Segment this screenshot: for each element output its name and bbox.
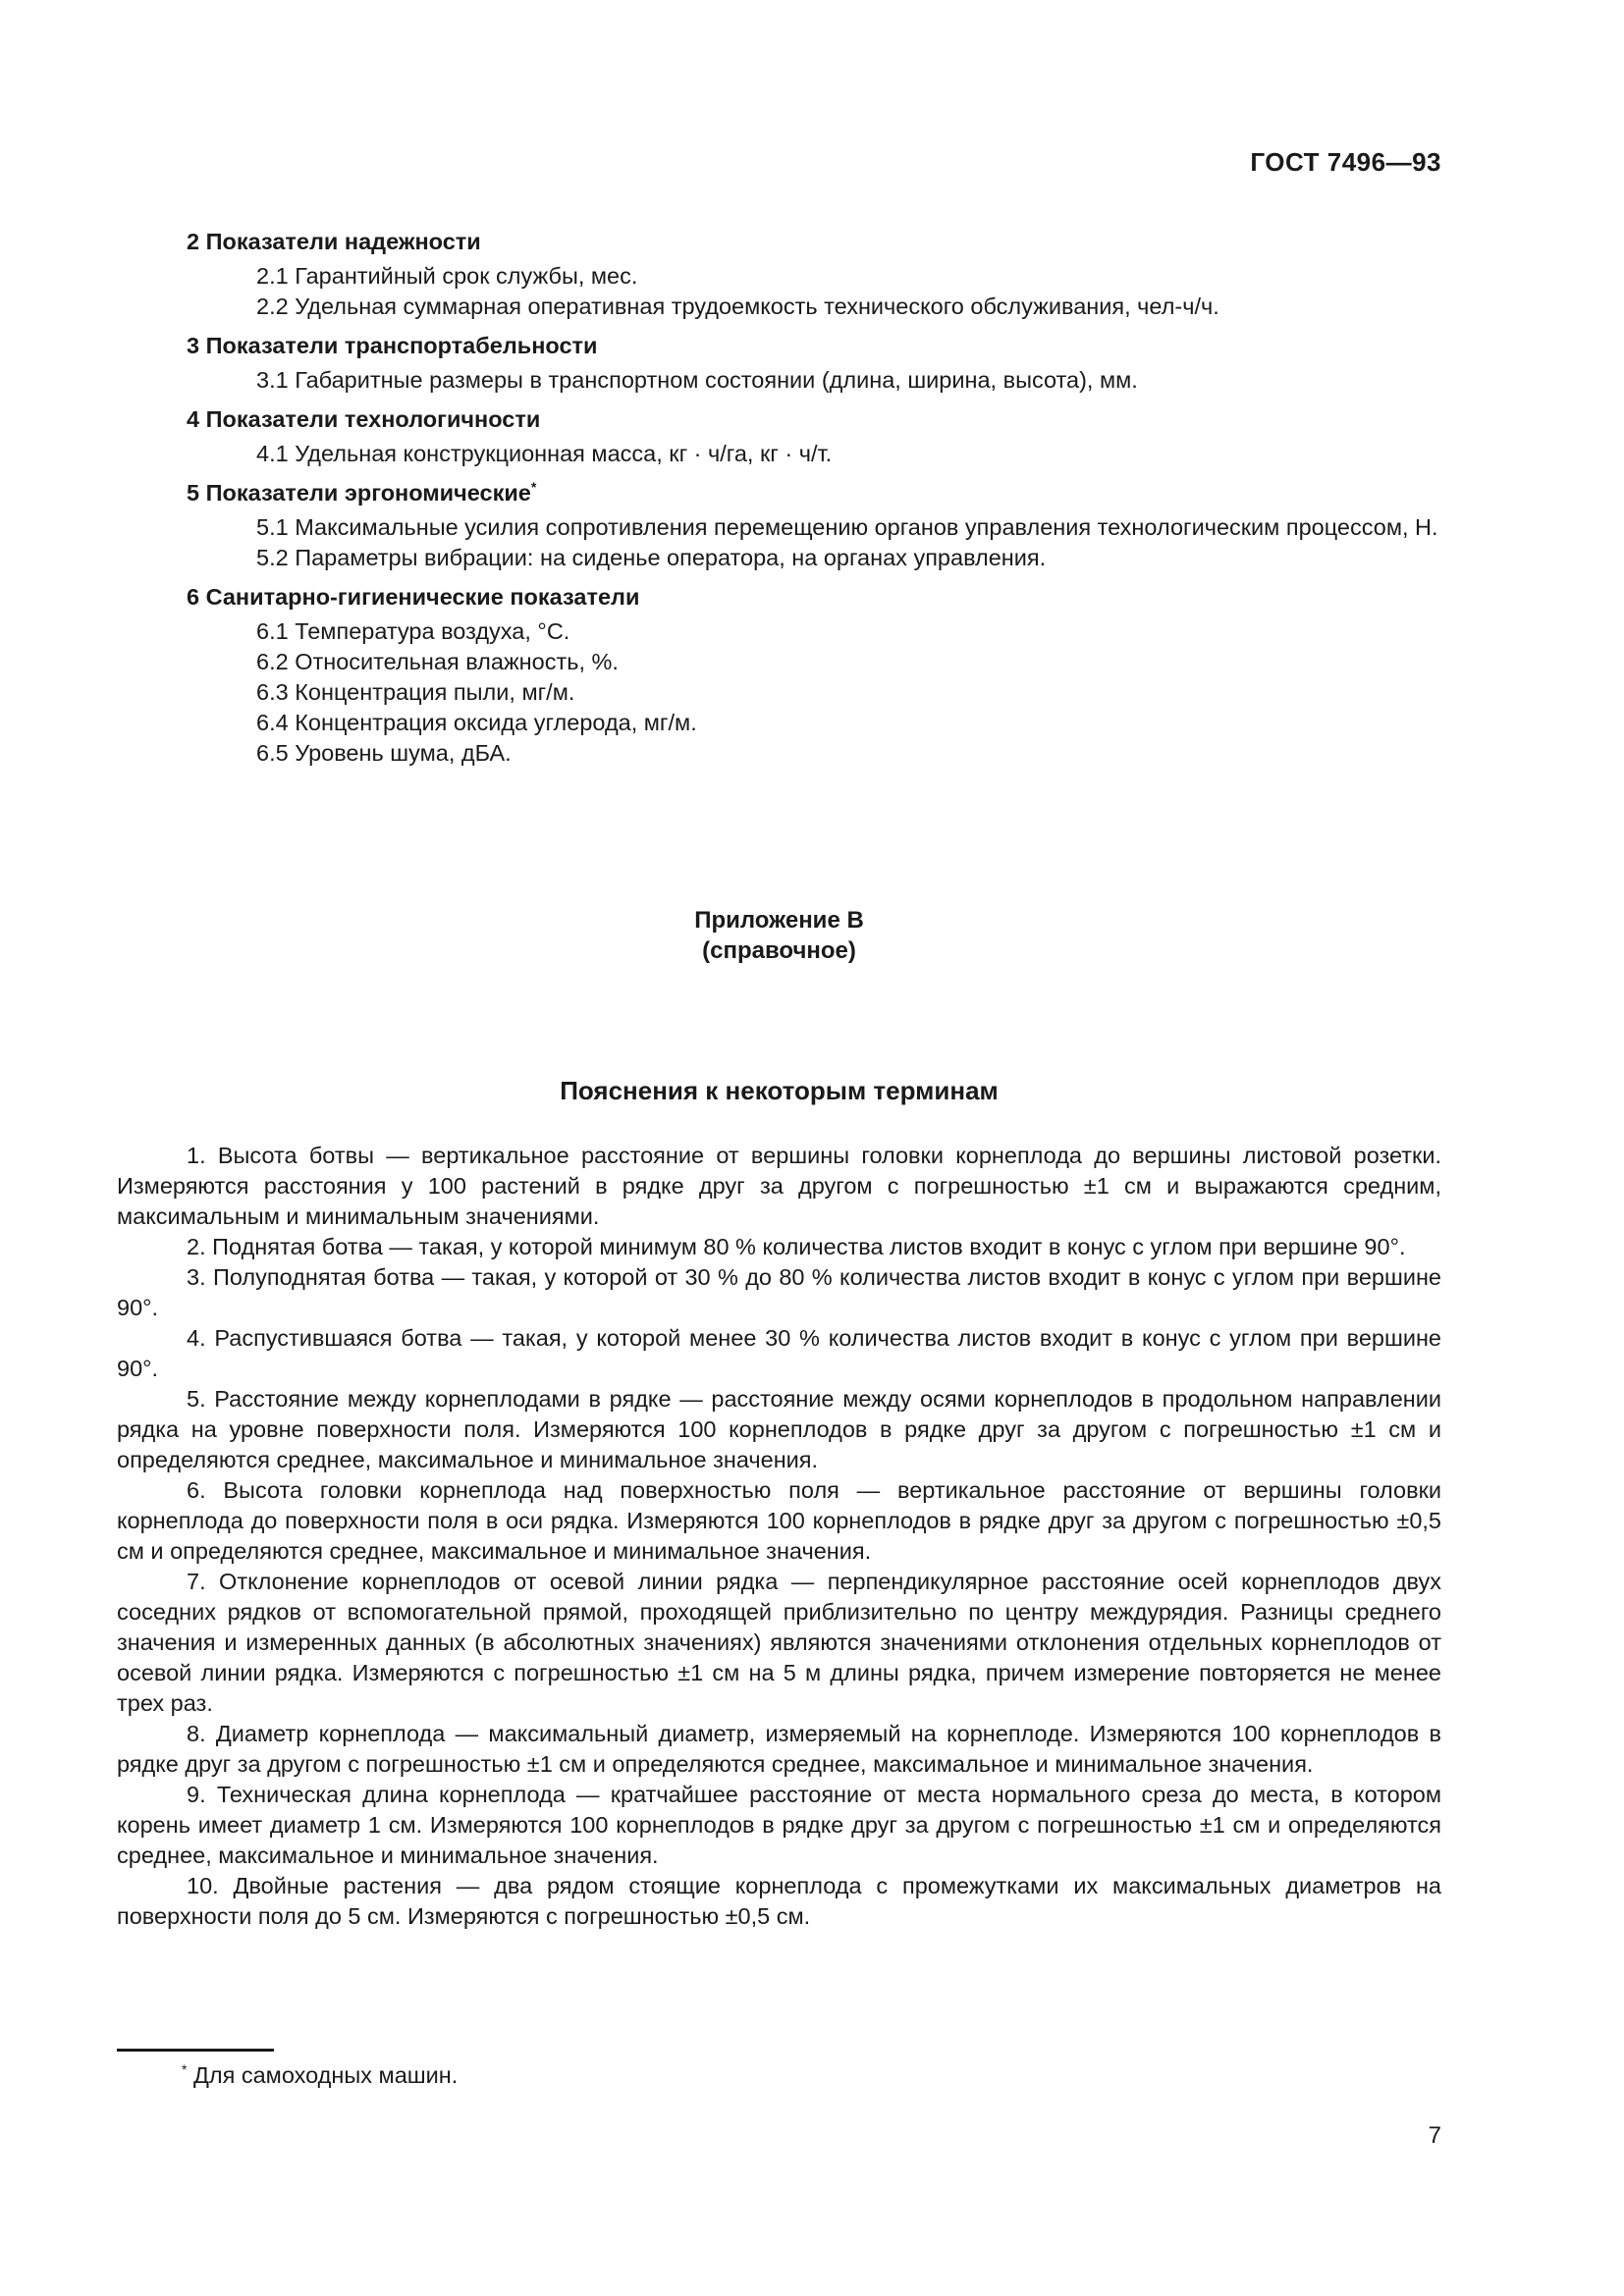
term-paragraph: 7. Отклонение корнеплодов от осевой линии рядка — перпендикулярное расстояние осей корнеплодов двух соседних рядков от вспомогательной прямой, проходящей приблизительно по центру междурядия. Разницы среднего значения и измеренных данных (в абсолютных значениях) являются значениями отклонения отдельных корнеплодов от осевой линии рядка. Измеряются с погрешностью ±1 см на 5 м длины рядка, причем измерение повторяется не менее трех раз.: [117, 1569, 1441, 1716]
list-item: [117, 543, 1441, 573]
footnote-divider: [117, 2049, 274, 2052]
term-paragraph: 1. Высота ботвы — вертикальное расстояние от вершины головки корнеплода до вершины листовой розетки. Измеряются расстояния у 100 растений в рядке друг за другом с погрешностью ±1 см и выражаются средним, максимальным и минимальным значениями.: [117, 1143, 1441, 1229]
footnote-reference-mark: *: [530, 479, 537, 495]
page-number: 7: [1428, 2122, 1441, 2149]
terms-heading: Пояснения к некоторым терминам: [560, 1076, 999, 1105]
list-item: [117, 616, 1441, 647]
term-paragraph: 6. Высота головки корнеплода над поверхностью поля — вертикальное расстояние от вершины головки корнеплода до поверхности поля в оси рядка. Измеряются 100 корнеплодов в рядке друг за другом с погрешностью ±0,5 см и определяются среднее, максимальное и минимальное значения.: [117, 1477, 1441, 1564]
item-number: 6.1: [256, 618, 289, 644]
list-item: [117, 261, 1441, 292]
list-item: [117, 439, 1441, 469]
standard-code-header: ГОСТ 7496—93: [1250, 147, 1441, 177]
section-title: [187, 478, 1441, 508]
appendix-status: (справочное): [702, 937, 856, 964]
term-paragraph: 3. Полуподнятая ботва — такая, у которой от 30 % до 80 % количества листов входит в конус с углом при вершине 90°.: [117, 1264, 1441, 1320]
item-text: Уровень шума, дБА.: [295, 740, 512, 766]
item-text: Концентрация оксида углерода, мг/м.: [295, 710, 697, 735]
footnote-text: Для самоходных машин.: [192, 2062, 459, 2088]
appendix-heading: [0, 905, 1558, 966]
section-title-text: 5 Показатели эргономические: [187, 480, 531, 506]
item-number: 6.3: [256, 679, 289, 705]
item-text: Концентрация пыли, мг/м.: [295, 679, 575, 705]
term-paragraph: 10. Двойные растения — два рядом стоящие корнеплода с промежутками их максимальных диаметров на поверхности поля до 5 см. Измеряются с погрешностью ±0,5 см.: [117, 1873, 1441, 1929]
item-text: Параметры вибрации: на сиденье оператора, на органах управления.: [295, 545, 1047, 570]
footnote-mark: *: [182, 2061, 188, 2077]
item-number: 2.1: [256, 263, 289, 289]
list-item: [117, 738, 1441, 769]
appendix-title: Приложение В: [694, 907, 864, 934]
list-item: [117, 647, 1441, 677]
section-title: 4 Показатели технологичности: [187, 406, 541, 432]
item-number: 5.1: [256, 514, 289, 540]
footnote: [182, 2060, 458, 2091]
list-item: [117, 512, 1441, 543]
section-sanitary: [117, 582, 1441, 769]
item-text: Температура воздуха, °С.: [295, 618, 570, 644]
item-number: 3.1: [256, 367, 289, 393]
item-number: 2.2: [256, 294, 289, 319]
item-number: 6.5: [256, 740, 289, 766]
item-text: Относительная влажность, %.: [295, 649, 619, 674]
term-paragraph: 9. Техническая длина корнеплода — кратчайшее расстояние от места нормального среза до места, в котором корень имеет диаметр 1 см. Измеряются 100 корнеплодов в рядке друг за другом с погрешностью ±1 см и определяются среднее, максимальное и минимальное значения.: [117, 1782, 1441, 1868]
section-manufacturability: [117, 404, 1441, 469]
indicator-lists: [117, 227, 1441, 777]
term-paragraph: 8. Диаметр корнеплода — максимальный диаметр, измеряемый на корнеплоде. Измеряются 100 корнеплодов в рядке друг за другом с погрешностью ±1 см и определяются среднее, максимальное и минимальное значения.: [117, 1721, 1441, 1777]
item-number: 5.2: [256, 545, 289, 570]
term-paragraph: 5. Расстояние между корнеплодами в рядке — расстояние между осями корнеплодов в продольном направлении рядка на уровне поверхности поля. Измеряются 100 корнеплодов в рядке друг за другом с погрешностью ±1 см и определяются среднее, максимальное и минимальное значения.: [117, 1386, 1441, 1472]
item-text: Габаритные размеры в транспортном состоянии (длина, ширина, высота), мм.: [295, 367, 1138, 393]
section-transportability: [117, 331, 1441, 396]
term-paragraph: 2. Поднятая ботва — такая, у которой минимум 80 % количества листов входит в конус с углом при вершине 90°.: [187, 1234, 1406, 1259]
list-item: [117, 365, 1441, 396]
item-text: Удельная суммарная оперативная трудоемкость технического обслуживания, чел-ч/ч.: [295, 294, 1219, 319]
terms-list: [117, 1141, 1441, 1932]
section-title: 3 Показатели транспортабельности: [187, 333, 598, 358]
list-item: [117, 292, 1441, 322]
list-item: [117, 677, 1441, 708]
section-title: 6 Санитарно-гигиенические показатели: [187, 584, 640, 610]
item-text: Удельная конструкционная масса, кг · ч/га, кг · ч/т.: [295, 441, 833, 466]
section-title: 2 Показатели надежности: [187, 229, 481, 254]
section-ergonomic: [117, 478, 1441, 573]
term-paragraph: 4. Распустившаяся ботва — такая, у которой менее 30 % количества листов входит в конус с углом при вершине 90°.: [117, 1325, 1441, 1381]
item-text: Гарантийный срок службы, мес.: [295, 263, 638, 289]
item-number: 4.1: [256, 441, 289, 466]
item-text: Максимальные усилия сопротивления перемещению органов управления технологическим процессом, Н.: [295, 514, 1438, 540]
list-item: [117, 708, 1441, 738]
section-reliability: [117, 227, 1441, 322]
item-number: 6.4: [256, 710, 289, 735]
item-number: 6.2: [256, 649, 289, 674]
